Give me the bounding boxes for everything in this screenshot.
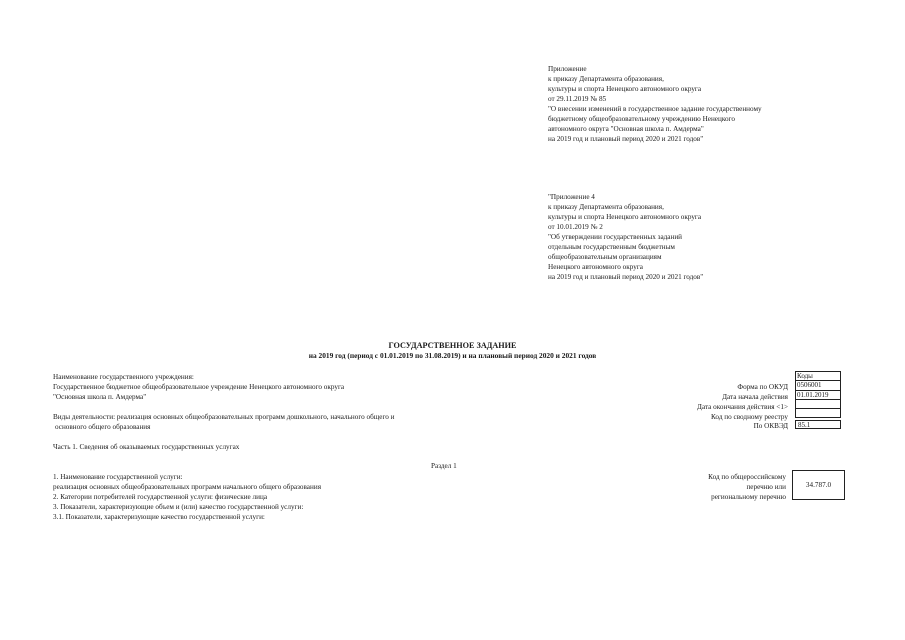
- activities-line-1: Виды деятельности: реализация основных общеобразовательных программ дошкольного, начального общего и: [53, 413, 395, 421]
- appendix-1-line: бюджетному общеобразовательному учреждению Ненецкого: [548, 115, 735, 123]
- okud-value: 0506001: [796, 381, 841, 390]
- service-item-2: 2. Категории потребителей государственной услуги: физические лица: [53, 493, 268, 501]
- appendix-2-line: к приказу Департамента образования,: [548, 203, 664, 211]
- activities-line-2: основного общего образования: [55, 423, 151, 431]
- institution-short-name: "Основная школа п. Амдерма": [53, 393, 147, 401]
- start-date-label: Дата начала действия: [722, 393, 788, 401]
- appendix-1-line: "О внесении изменений в государственное задание государственному: [548, 105, 762, 113]
- service-item-3: 3. Показатели, характеризующие объем и (или) качество государственной услуги:: [53, 503, 304, 511]
- all-russian-code: 34.787.0: [792, 470, 845, 500]
- start-date-value: 01.01.2019: [796, 390, 841, 399]
- codes-table: [795, 371, 841, 418]
- all-russian-label-2: перечню или: [746, 483, 786, 491]
- appendix-2-line: "Приложение 4: [548, 193, 595, 201]
- appendix-1-line: культуры и спорта Ненецкого автономного округа: [548, 85, 702, 93]
- appendix-2-line: общеобразовательным организациям: [548, 253, 662, 261]
- appendix-1-line: на 2019 год и плановый период 2020 и 2021 годов": [548, 135, 704, 143]
- appendix-2-line: Ненецкого автономного округа: [548, 263, 643, 271]
- appendix-2: [548, 192, 703, 282]
- service-item-1-value: реализация основных общеобразовательных программ начального общего образования: [53, 483, 321, 491]
- appendix-1-line: к приказу Департамента образования,: [548, 75, 664, 83]
- institution-label: Наименование государственного учреждения:: [53, 373, 194, 381]
- appendix-1-line: автономного округа "Основная школа п. Амдерма": [548, 125, 704, 133]
- all-russian-label-3: региональному перечню: [711, 493, 786, 501]
- document-subtitle: на 2019 год (период с 01.01.2019 по 31.08.2019) и на плановый период 2020 и 2021 годов: [308, 351, 597, 360]
- appendix-2-line: на 2019 год и плановый период 2020 и 2021 годов": [548, 273, 704, 281]
- institution-name: Государственное бюджетное общеобразовательное учреждение Ненецкого автономного округа: [53, 383, 345, 391]
- end-date-value: [796, 399, 841, 408]
- okved-label: По ОКВЭД: [753, 422, 788, 430]
- document-title: ГОСУДАРСТВЕННОЕ ЗАДАНИЕ: [388, 341, 517, 350]
- okved-value: 85.1: [795, 420, 841, 429]
- end-date-label: Дата окончания действия <1>: [697, 403, 788, 411]
- appendix-2-line: культуры и спорта Ненецкого автономного округа: [548, 213, 702, 221]
- appendix-1-line: Приложение: [548, 65, 587, 73]
- appendix-2-line: от 10.01.2019 № 2: [548, 223, 603, 231]
- appendix-2-line: "Об утверждении государственных заданий: [548, 233, 683, 241]
- registry-label: Код по сводному реестру: [711, 413, 788, 421]
- registry-value: [796, 409, 841, 418]
- codes-header: Коды: [796, 372, 841, 381]
- service-item-3-1: 3.1. Показатели, характеризующие качество государственной услуги:: [53, 513, 265, 521]
- all-russian-label-1: Код по общероссийскому: [708, 473, 786, 481]
- appendix-2-line: отдельным государственным бюджетным: [548, 243, 675, 251]
- service-item-1: 1. Наименование государственной услуги:: [53, 473, 183, 481]
- section-heading: Раздел 1: [431, 462, 457, 470]
- appendix-1-line: от 29.11.2019 № 85: [548, 95, 607, 103]
- appendix-1: [548, 64, 762, 144]
- okud-label: Форма по ОКУД: [737, 383, 788, 391]
- part-1-heading: Часть 1. Сведения об оказываемых государственных услугах: [53, 443, 240, 451]
